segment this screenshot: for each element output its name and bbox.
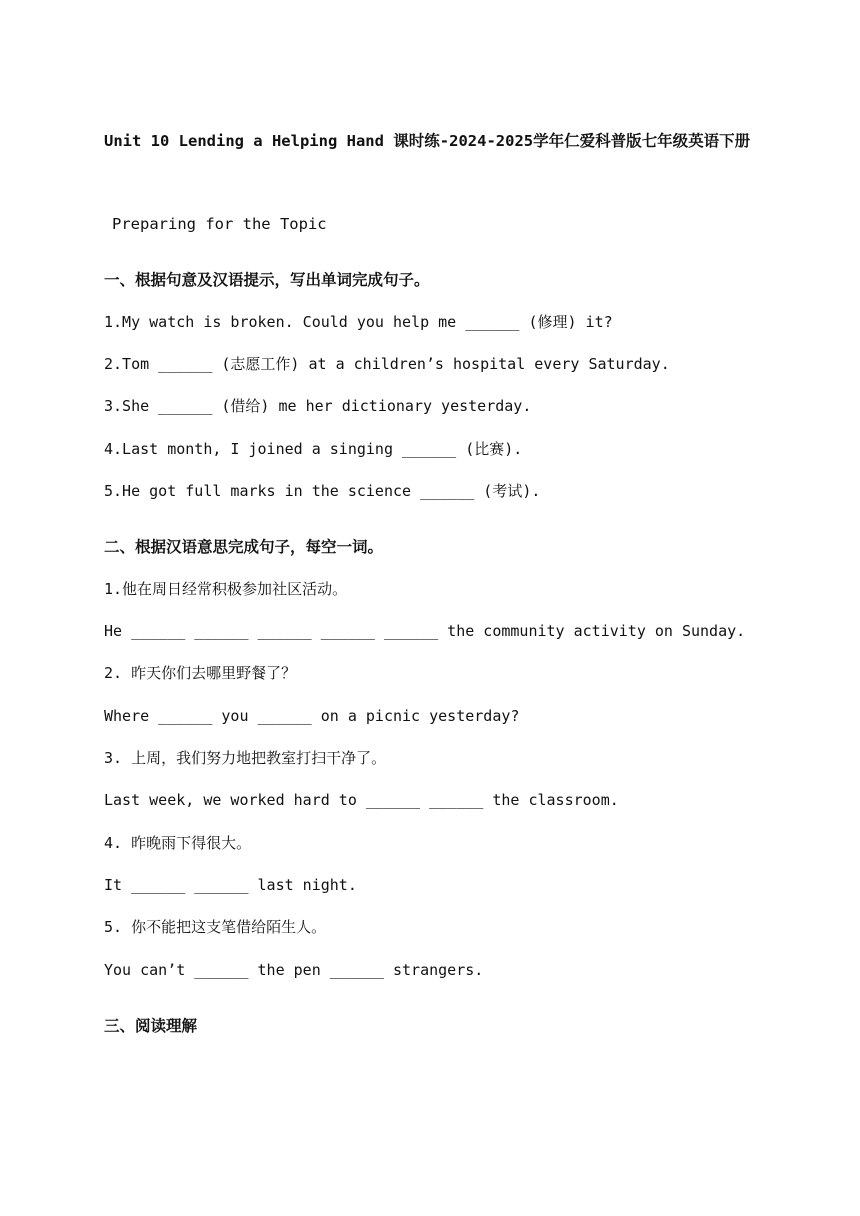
section2-item-5-chinese: 5. 你不能把这支笔借给陌生人。 xyxy=(104,918,327,936)
section1-item-4: 4.Last month, I joined a singing ______ (比赛). xyxy=(104,440,523,458)
section1-item-2: 2.Tom ______ (志愿工作) at a children’s hospital every Saturday. xyxy=(104,355,670,373)
section2-item-5-english: You can’t ______ the pen ______ strangers. xyxy=(104,961,484,979)
section2-item-2-chinese: 2. 昨天你们去哪里野餐了？ xyxy=(104,664,297,682)
section2-item-3-english: Last week, we worked hard to ______ ______ the classroom. xyxy=(104,791,619,809)
section1-item-5: 5.He got full marks in the science ______ (考试). xyxy=(104,482,541,500)
document-title: Unit 10 Lending a Helping Hand 课时练-2024-2025学年仁爱科普版七年级英语下册 xyxy=(104,132,751,150)
section2-item-1-chinese: 1.他在周日经常积极参加社区活动。 xyxy=(104,580,348,598)
section2-item-1-english: He ______ ______ ______ ______ ______ the community activity on Sunday. xyxy=(104,622,746,640)
section1-heading: 一、根据句意及汉语提示，写出单词完成句子。 xyxy=(104,271,430,289)
section2-item-4-chinese: 4. 昨晚雨下得很大。 xyxy=(104,834,252,852)
document-subtitle: Preparing for the Topic xyxy=(112,215,327,233)
section2-item-2-english: Where ______ you ______ on a picnic yesterday? xyxy=(104,707,520,725)
section1-item-1: 1.My watch is broken. Could you help me ______ (修理) it? xyxy=(104,313,613,331)
section1-item-3: 3.She ______ (借给) me her dictionary yesterday. xyxy=(104,397,532,415)
section2-item-3-chinese: 3. 上周，我们努力地把教室打扫干净了。 xyxy=(104,749,387,767)
section3-heading: 三、阅读理解 xyxy=(104,1017,198,1035)
section2-heading: 二、根据汉语意思完成句子，每空一词。 xyxy=(104,538,384,556)
section2-item-4-english: It ______ ______ last night. xyxy=(104,876,357,894)
